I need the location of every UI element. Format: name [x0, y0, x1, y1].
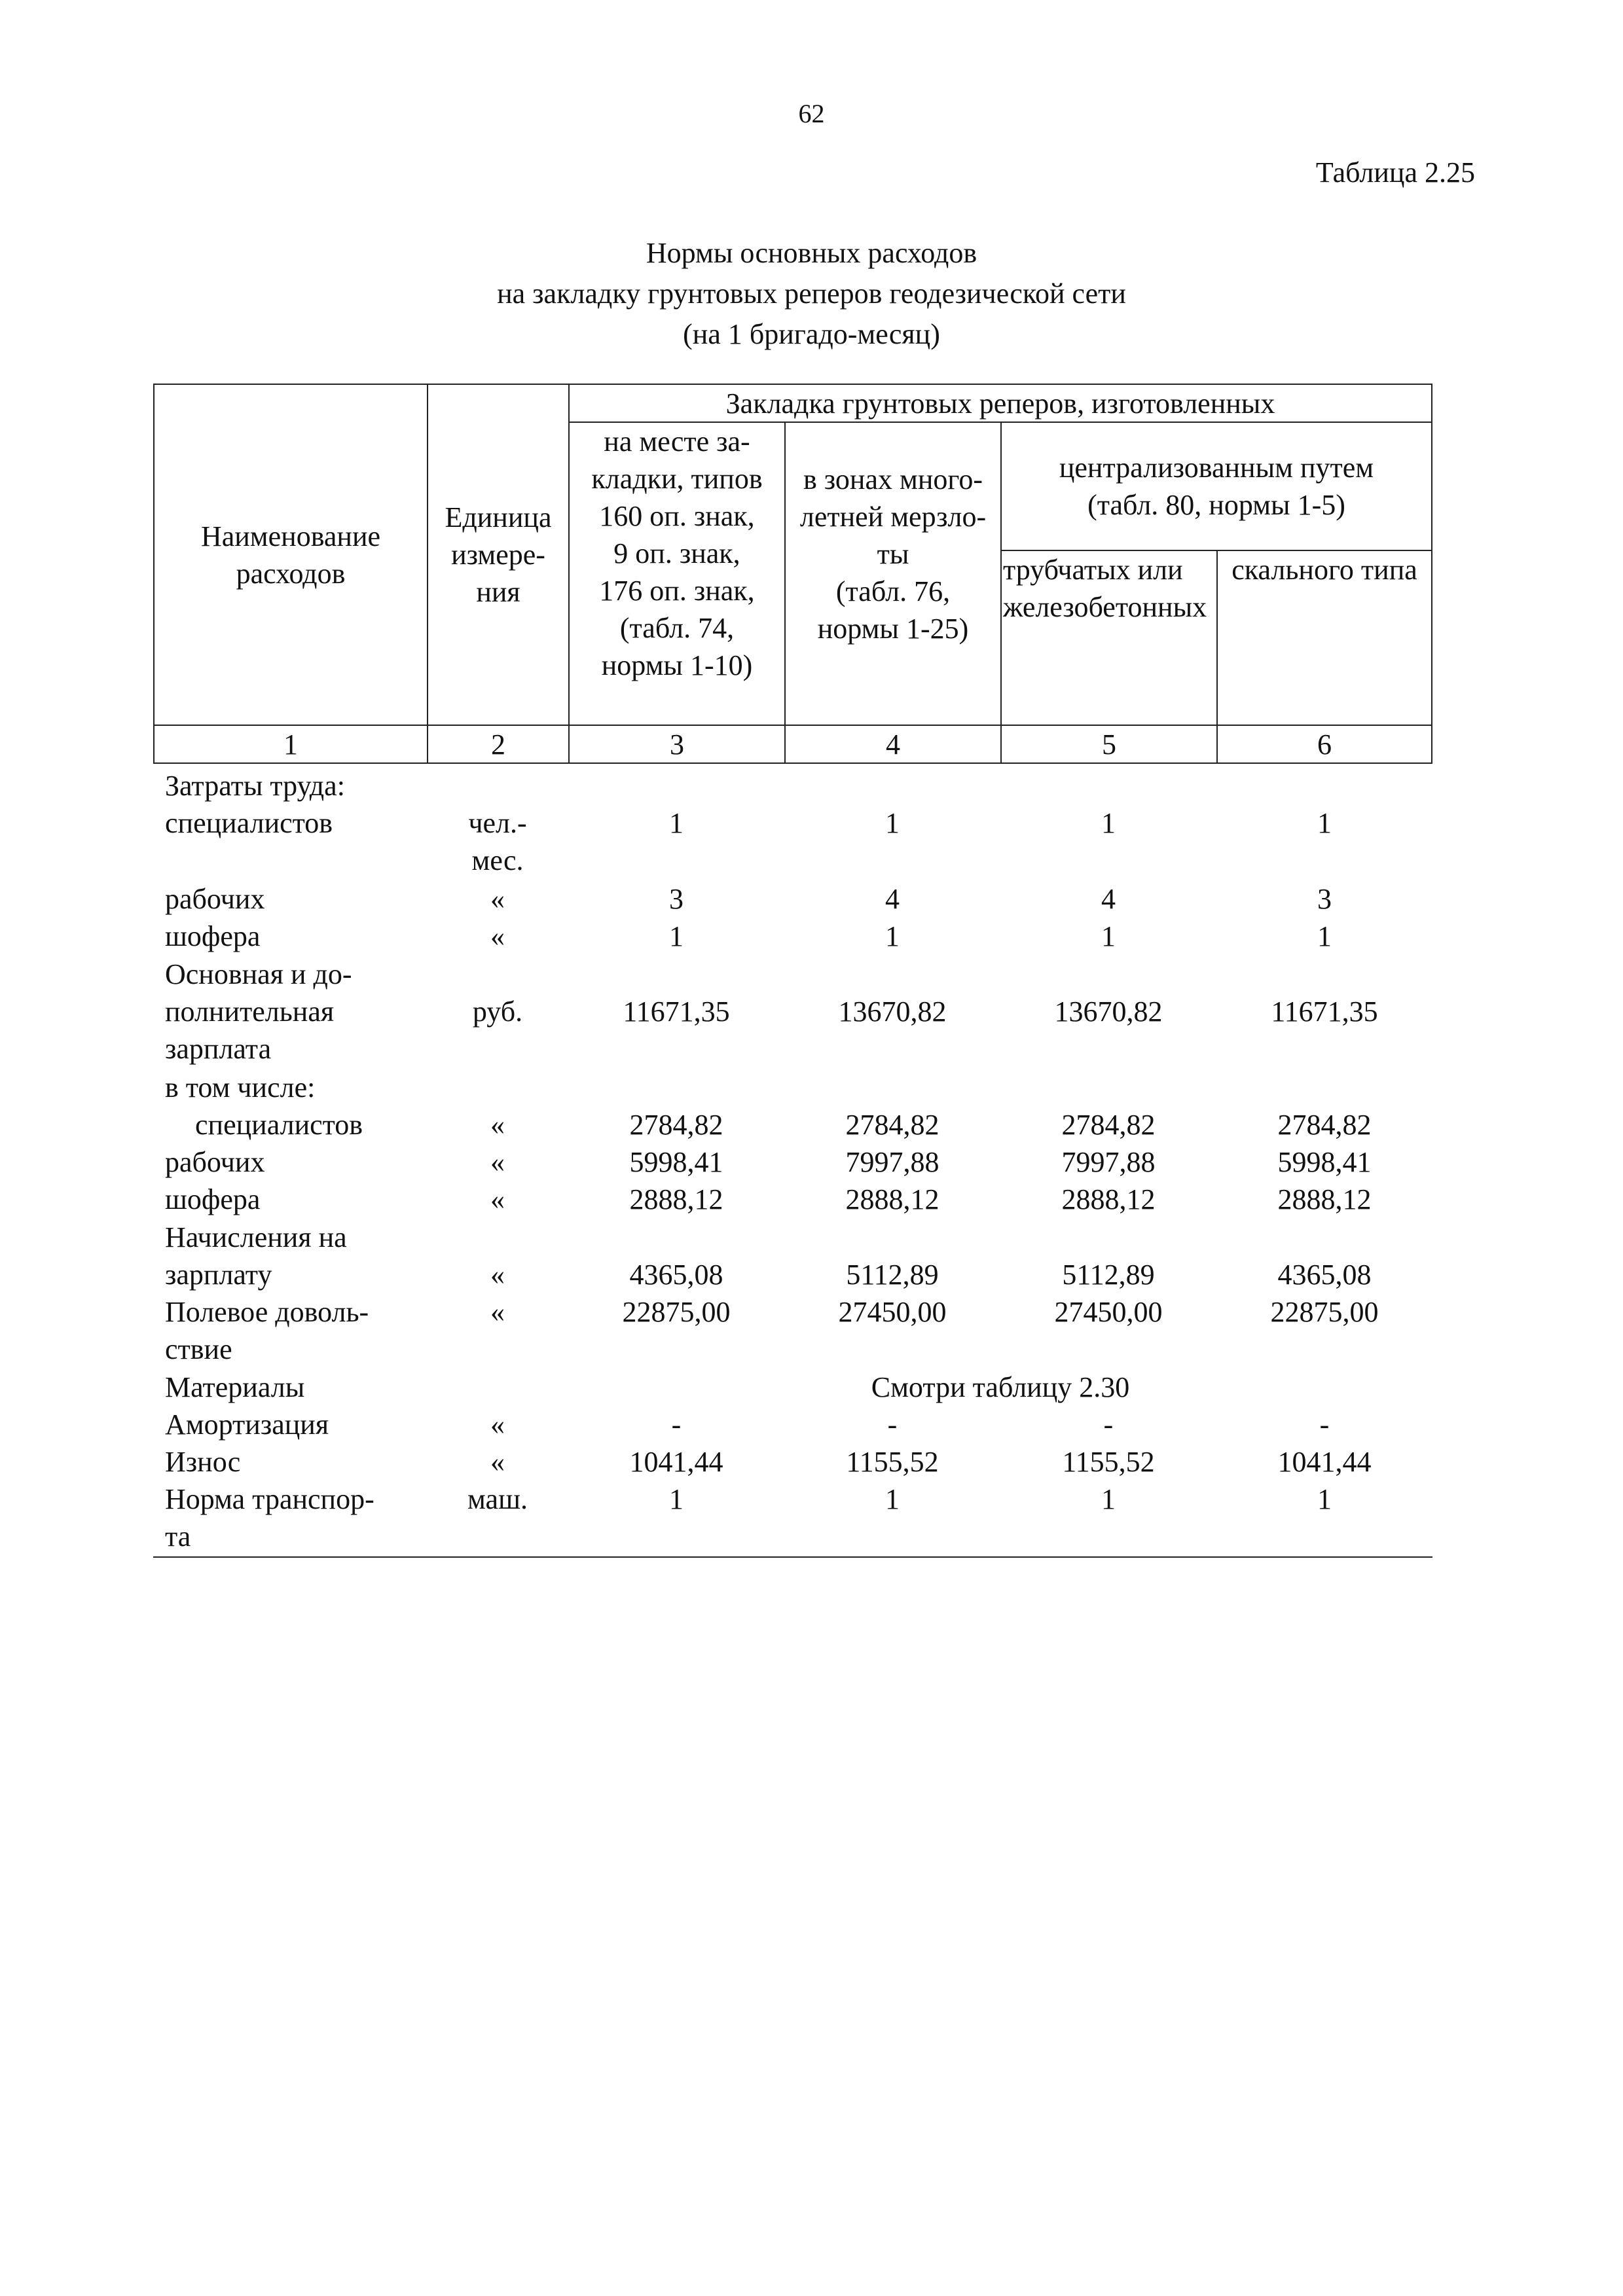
row-value-col5: 1	[1101, 1483, 1116, 1515]
header-expense-name: Наименование расходов	[200, 520, 381, 590]
row-value-col6: 22875,00	[1270, 1296, 1379, 1328]
row-unit: «	[490, 920, 505, 952]
row-value-col3: 1	[669, 807, 684, 839]
row-value-col6: 1	[1317, 1483, 1332, 1515]
row-value-col4: 5112,89	[846, 1259, 939, 1291]
row-value-col6: 1	[1317, 920, 1332, 952]
column-number-6: 6	[1317, 728, 1332, 761]
row-name: Материалы	[165, 1371, 305, 1403]
row-value-col5: 27450,00	[1054, 1296, 1163, 1328]
column-number-5: 5	[1102, 728, 1116, 761]
row-value-col3: 4365,08	[629, 1259, 723, 1291]
row-value-col6: -	[1319, 1408, 1330, 1441]
row-value-col5: 4	[1101, 883, 1116, 915]
row-name: Износ	[165, 1446, 241, 1478]
row-value-col5: 2784,82	[1061, 1109, 1156, 1141]
row-value-col4: 1	[885, 807, 900, 839]
row-value-col4: 7997,88	[845, 1146, 939, 1178]
header-col-permafrost: в зонах много- летней мерзло- ты (табл. 76, нормы 1-25)	[799, 463, 987, 645]
row-unit: чел.- мес.	[468, 807, 527, 876]
row-value-col5: 1	[1101, 920, 1116, 952]
header-subgroup-centralized: централизованным путем (табл. 80, нормы 1-5)	[1059, 452, 1374, 521]
row-name: шофера	[165, 1183, 261, 1215]
table-title-line-3: (на 1 бригадо-месяц)	[683, 318, 940, 350]
row-name: рабочих	[165, 883, 265, 915]
row-value-col4: 4	[885, 883, 900, 915]
row-value-col6: 2784,82	[1277, 1109, 1372, 1141]
row-value-col5: 5112,89	[1062, 1259, 1155, 1291]
row-name: Полевое доволь- ствие	[165, 1296, 369, 1365]
row-value-col4: 1155,52	[846, 1446, 939, 1478]
row-unit: маш.	[467, 1483, 528, 1515]
row-name: рабочих	[165, 1146, 265, 1178]
row-value-col3: 11671,35	[623, 996, 730, 1028]
row-value-col5: 1	[1101, 807, 1116, 839]
row-value-col5: -	[1103, 1408, 1114, 1441]
row-name: специалистов	[195, 1109, 363, 1141]
row-unit: «	[490, 1296, 505, 1328]
row-name: Основная и до- полнительная зарплата	[165, 958, 352, 1065]
row-name: Затраты труда:	[165, 770, 345, 802]
header-unit: Единица измере- ния	[445, 501, 552, 608]
row-unit: руб.	[472, 996, 523, 1028]
row-name: Норма транспор- та	[165, 1483, 374, 1552]
row-value-col5: 7997,88	[1061, 1146, 1156, 1178]
table-bottom-rule	[153, 1556, 1432, 1558]
row-value-col4: 1	[885, 1483, 900, 1515]
row-unit: «	[490, 1183, 505, 1215]
row-value-col4: 13670,82	[838, 996, 947, 1028]
row-value-col4: 27450,00	[838, 1296, 947, 1328]
row-value-col3: 3	[669, 883, 684, 915]
row-value-col6: 1	[1317, 807, 1332, 839]
row-unit: «	[490, 883, 505, 915]
row-value-col5: 2888,12	[1061, 1183, 1156, 1215]
row-value-col6: 4365,08	[1277, 1259, 1372, 1291]
row-value-col6: 2888,12	[1277, 1183, 1372, 1215]
row-value-col3: 1	[669, 920, 684, 952]
table-title-line-1: Нормы основных расходов	[646, 237, 977, 269]
row-value-col4: 2888,12	[845, 1183, 939, 1215]
column-number-2: 2	[491, 728, 505, 761]
row-value-col6: 1041,44	[1277, 1446, 1372, 1478]
row-name: в том числе:	[165, 1071, 316, 1103]
table-label: Таблица 2.25	[1315, 156, 1475, 188]
row-unit: «	[490, 1146, 505, 1178]
row-value-col6: 11671,35	[1271, 996, 1378, 1028]
row-unit: «	[490, 1109, 505, 1141]
column-number-1: 1	[283, 728, 298, 761]
row-value-col3: 5998,41	[629, 1146, 723, 1178]
row-value-col5: 1155,52	[1062, 1446, 1155, 1478]
row-value-col5: 13670,82	[1054, 996, 1163, 1028]
header-group-laying: Закладка грунтовых реперов, изготовленных	[725, 387, 1275, 420]
row-span-reference: Смотри таблицу 2.30	[871, 1371, 1130, 1403]
table-title-line-2: на закладку грунтовых реперов геодезической сети	[497, 278, 1126, 310]
row-value-col6: 5998,41	[1277, 1146, 1372, 1178]
header-col-onsite: на месте за- кладки, типов 160 оп. знак, 9 оп. знак, 176 оп. знак, (табл. 74, нормы 1-10)	[591, 425, 763, 681]
page-number: 62	[798, 99, 825, 128]
row-value-col3: 2888,12	[629, 1183, 723, 1215]
row-value-col3: 2784,82	[629, 1109, 723, 1141]
row-name: шофера	[165, 920, 261, 952]
row-value-col4: 2784,82	[845, 1109, 939, 1141]
header-col-tubular: трубчатых или железобетонных	[1003, 554, 1207, 623]
row-value-col3: 1041,44	[629, 1446, 723, 1478]
row-value-col4: 1	[885, 920, 900, 952]
row-value-col4: -	[887, 1408, 898, 1441]
row-unit: «	[490, 1408, 505, 1441]
row-value-col3: 1	[669, 1483, 684, 1515]
row-unit: «	[490, 1259, 505, 1291]
row-value-col6: 3	[1317, 883, 1332, 915]
column-number-3: 3	[670, 728, 684, 761]
column-number-4: 4	[886, 728, 900, 761]
row-name: специалистов	[165, 807, 333, 839]
row-value-col3: 22875,00	[622, 1296, 731, 1328]
row-unit: «	[490, 1446, 505, 1478]
row-name: Начисления на зарплату	[165, 1221, 347, 1291]
row-value-col3: -	[671, 1408, 682, 1441]
header-col-rock: скального типа	[1231, 554, 1417, 586]
row-name: Амортизация	[165, 1408, 329, 1441]
